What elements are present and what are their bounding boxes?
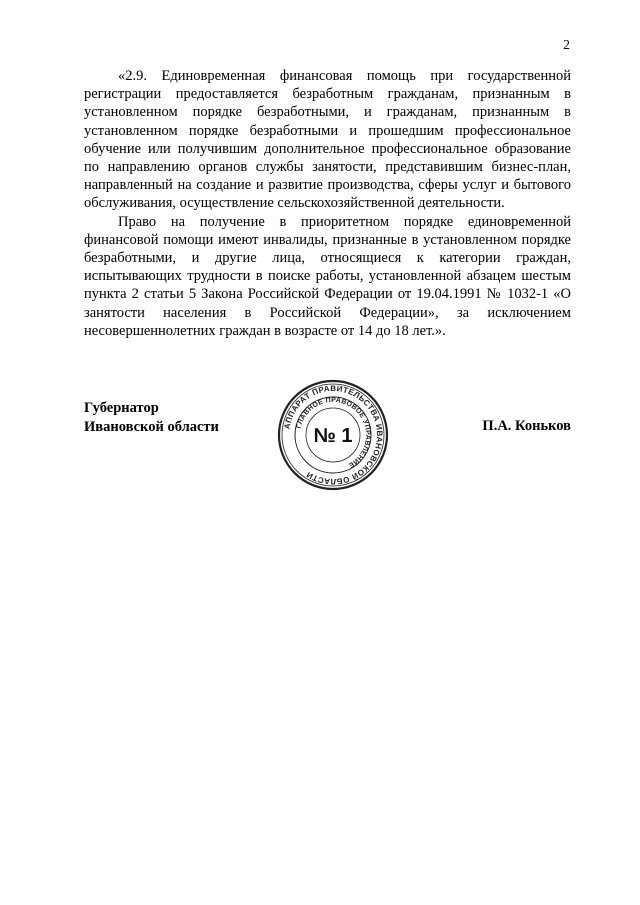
signatory-title-line: Ивановской области (84, 418, 219, 435)
page-number: 2 (563, 38, 570, 53)
seal-ring-text: АППАРАТ ПРАВИТЕЛЬСТВА ИВАНОВСКОЙ ОБЛАСТИ (282, 383, 385, 487)
signatory-title (84, 399, 219, 436)
paragraph: «2.9. Единовременная финансовая помощь при государственной регистрации предоставляется безработным гражданам, признанным в установленном порядке безработными, и гражданам, признанным в установленном порядке безработными и прошедшим профессиональное обучение или получившим дополнительное профессиональное образование по направлению органов службы занятости, представившим бизнес-план, направленный на создание и развитие производства, сферы услуг и бытового обслуживания, осуществление сельскохозяйственной деятельности. (84, 68, 571, 212)
signatory-title-line: Губернатор (84, 400, 159, 416)
seal-number: № 1 (313, 425, 353, 447)
document-body (84, 67, 571, 340)
seal-inner-ring-text: ГЛАВНОЕ ПРАВОВОЕ УПРАВЛЕНИЕ (295, 396, 372, 469)
paragraph: Право на получение в приоритетном порядке единовременной финансовой помощи имеют инвалиды, признанные в установленном порядке безработными, и другие лица, относящиеся к категории граждан, испытывающих трудности в поиске работы, установленной абзацем шестым пункта 2 статьи 5 Закона Российской Федерации от 19.04.1991 № 1032-1 «О занятости населения в Российской Федерации», за исключением несовершеннолетних граждан в возрасте от 14 до 18 лет.». (84, 213, 571, 339)
signatory-name: П.А. Коньков (482, 418, 571, 434)
signature-block (84, 383, 571, 509)
official-seal (277, 379, 389, 491)
